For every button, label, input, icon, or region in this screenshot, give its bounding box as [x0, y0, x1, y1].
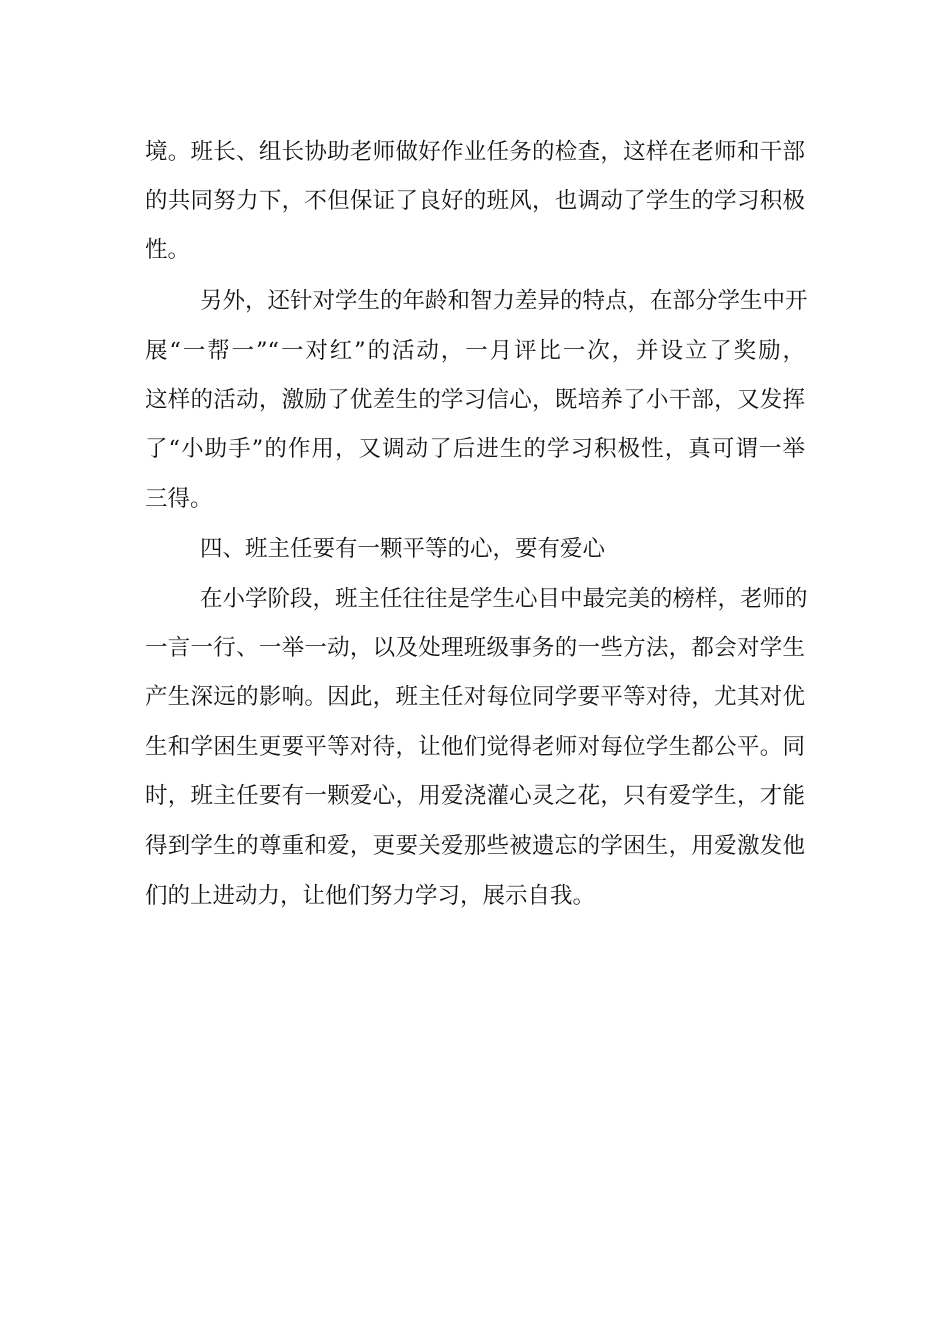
paragraph-2-line-4: 了“小助手”的作用，又调动了后进生的学习积极性，真可谓一举	[145, 436, 805, 462]
paragraph-3-line-1: 在小学阶段，班主任往往是学生心目中最完美的榜样，老师的	[200, 586, 808, 612]
paragraph-3-line-5: 时，班主任要有一颗爱心，用爱浇灌心灵之花，只有爱学生，才能	[145, 783, 805, 809]
paragraph-3-line-3: 产生深远的影响。因此，班主任对每位同学要平等对待，尤其对优	[145, 684, 805, 710]
paragraph-3-line-2: 一言一行、一举一动，以及处理班级事务的一些方法，都会对学生	[145, 635, 805, 661]
paragraph-2-line-5: 三得。	[145, 486, 213, 512]
paragraph-2-line-2: 展“一帮一”“一对红”的活动，一月评比一次，并设立了奖励，	[145, 338, 805, 364]
section-heading: 四、班主任要有一颗平等的心，要有爱心	[200, 536, 606, 562]
paragraph-1-line-1: 境。班长、组长协助老师做好作业任务的检查，这样在老师和干部	[145, 139, 805, 165]
paragraph-1-line-3: 性。	[145, 237, 191, 263]
paragraph-3-line-4: 生和学困生更要平等对待，让他们觉得老师对每位学生都公平。同	[145, 734, 805, 760]
paragraph-3-line-6: 得到学生的尊重和爱，更要关爱那些被遗忘的学困生，用爱激发他	[145, 833, 805, 859]
paragraph-1-line-2: 的共同努力下，不但保证了良好的班风，也调动了学生的学习积极	[145, 188, 805, 214]
paragraph-3-line-7: 们的上进动力，让他们努力学习，展示自我。	[145, 883, 596, 909]
paragraph-2-line-1: 另外，还针对学生的年龄和智力差异的特点，在部分学生中开	[200, 288, 808, 314]
paragraph-2-line-3: 这样的活动，激励了优差生的学习信心，既培养了小干部，又发挥	[145, 387, 805, 413]
